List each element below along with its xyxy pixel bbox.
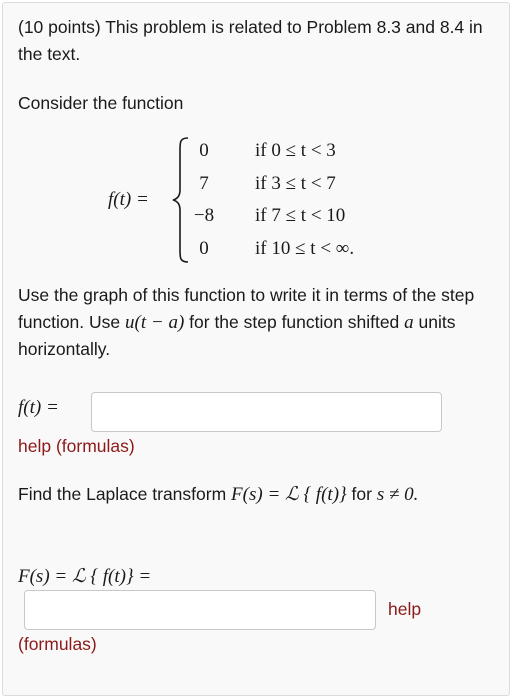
f-of-t-input[interactable] bbox=[91, 392, 442, 432]
help-formulas-link[interactable]: help (formulas) bbox=[18, 436, 135, 456]
function-lhs: f(t) = bbox=[108, 189, 149, 210]
case-condition: if 10 ≤ t < ∞. bbox=[255, 238, 355, 259]
case-value: −8 bbox=[193, 205, 215, 226]
formulas-link[interactable]: (formulas) bbox=[18, 634, 97, 654]
help-link[interactable]: help bbox=[388, 599, 422, 619]
case-value: 0 bbox=[199, 140, 209, 161]
problem-intro: (10 points) This problem is related to Problem 8.3 and 8.4 in the text. bbox=[18, 17, 483, 64]
laplace-prompt: Find the Laplace transform F(s) = ℒ { f(t)} for s ≠ 0. bbox=[18, 484, 419, 505]
s-condition: s ≠ 0. bbox=[376, 484, 419, 505]
laplace-input[interactable] bbox=[24, 590, 376, 630]
case-condition: if 3 ≤ t < 7 bbox=[255, 173, 336, 194]
answer2-label: F(s) = ℒ { f(t)} = bbox=[18, 566, 152, 587]
case-value: 0 bbox=[199, 238, 209, 259]
case-condition: if 7 ≤ t < 10 bbox=[255, 205, 346, 226]
case-value: 7 bbox=[199, 173, 209, 194]
case-condition: if 0 ≤ t < 3 bbox=[255, 140, 336, 161]
laplace-expression: F(s) = ℒ { f(t)} bbox=[231, 484, 347, 505]
step-function-notation: u(t − a) bbox=[125, 312, 185, 333]
shift-variable: a bbox=[404, 312, 414, 333]
left-brace-icon bbox=[171, 136, 191, 264]
instruction-text: Use the graph of this function to write it in terms of the step function. Use u(t − a) for the step function shifted a units horizontally. bbox=[18, 285, 475, 359]
consider-text: Consider the function bbox=[18, 93, 184, 113]
answer1-label: f(t) = bbox=[18, 397, 59, 418]
